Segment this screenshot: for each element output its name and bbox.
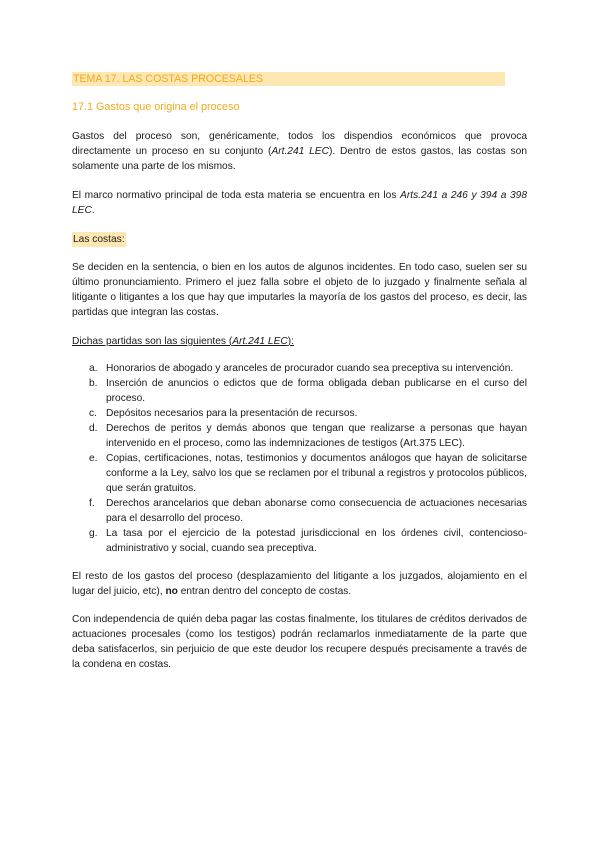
document-title: TEMA 17. LAS COSTAS PROCESALES [72,72,505,86]
text-segment: ). Dentro de estos gastos, las costas son solamente una parte de los mismos. [72,146,527,172]
legal-reference: Arts.241 a 246 y 394 a 398 LEC [72,190,528,216]
list-item-text: Derechos de peritos y demás abonos que tengan que realizarse a personas que hayan intervenido en el proceso, como las indemnizaciones de testigos (Art.375 LEC). [106,423,527,449]
list-item [72,496,527,526]
section-heading: 17.1 Gastos que origina el proceso [72,101,240,113]
list-marker: b. [89,378,98,389]
text-segment: El marco normativo principal de toda esta materia se encuentra en los [72,190,401,201]
list-intro [72,334,294,349]
list-marker: a. [89,363,98,374]
list-marker: d. [89,423,98,434]
list-item [72,526,527,556]
text-segment: . [91,205,95,216]
paragraph-resto-gastos [72,569,527,599]
list-item-text: La tasa por el ejercicio de la potestad jurisdiccional en los órdenes civil, contencioso-administrativo y social, cuando sea preceptiva. [106,528,527,554]
costas-heading: Las costas: [73,234,125,245]
list-item [72,361,527,376]
list-item-text: Honorarios de abogado y aranceles de procurador cuando sea preceptiva su intervención. [106,363,514,374]
list-item-text: Inserción de anuncios o edictos que de forma obligada deban publicarse en el curso del proceso. [106,378,527,404]
document-body [72,72,527,672]
emphasis-no: no [165,586,178,597]
paragraph-independencia: Con independencia de quién deba pagar las costas finalmente, los titulares de créditos derivados de actuaciones procesales (como los testigos) podrán reclamarlos inmediatamente de la parte que deba satisfacerlos, sin perjuicio de que este deudor los recupere después precisamente a través de la condena en costas. [72,614,527,670]
text-segment: Dichas partidas son las siguientes ( [72,336,233,347]
list-marker: g. [89,528,98,539]
list-item [72,376,527,406]
paragraph-costas-decision: Se deciden en la sentencia, o bien en los autos de algunos incidentes. En todo caso, suelen ser su último pronunciamiento. Primero el juez falla sobre el objeto de lo juzgado y finalmente señala al litigante o litigantes a los que hay que imputarles la mayoría de los gastos del proceso, es decir, las partidas que integran las costas. [72,262,527,318]
paragraph-gastos-definition [72,129,527,174]
list-marker: f. [89,498,95,509]
text-segment: Gastos del proceso son, genéricamente, todos los dispendios económicos que provoca directamente un proceso en su conjunto ( [72,131,527,157]
list-marker: c. [89,408,97,419]
text-segment: entran dentro del concepto de costas. [177,586,352,597]
list-item-text: Depósitos necesarios para la presentación de recursos. [106,408,358,419]
legal-reference: Art.241 LEC [271,146,329,157]
list-item-text: Copias, certificaciones, notas, testimonios y documentos análogos que hayan de solicitarse conforme a la Ley, salvo los que se reclamen por el tribunal a registros y protocolos públicos, que serán gratuitos. [106,453,527,494]
text-segment: El resto de los gastos del proceso (desplazamiento del litigante a los juzgados, alojamiento en el lugar del juicio, etc), [72,571,527,597]
list-item-text: Derechos arancelarios que deban abonarse como consecuencia de actuaciones necesarias para el desarrollo del proceso. [106,498,527,524]
partidas-list [72,361,527,556]
list-marker: e. [89,453,98,464]
list-item [72,421,527,451]
legal-reference: Art.241 LEC [232,336,288,347]
list-item [72,406,527,421]
paragraph-marco-normativo [72,188,527,218]
list-item [72,451,527,496]
text-segment: ): [287,336,294,347]
